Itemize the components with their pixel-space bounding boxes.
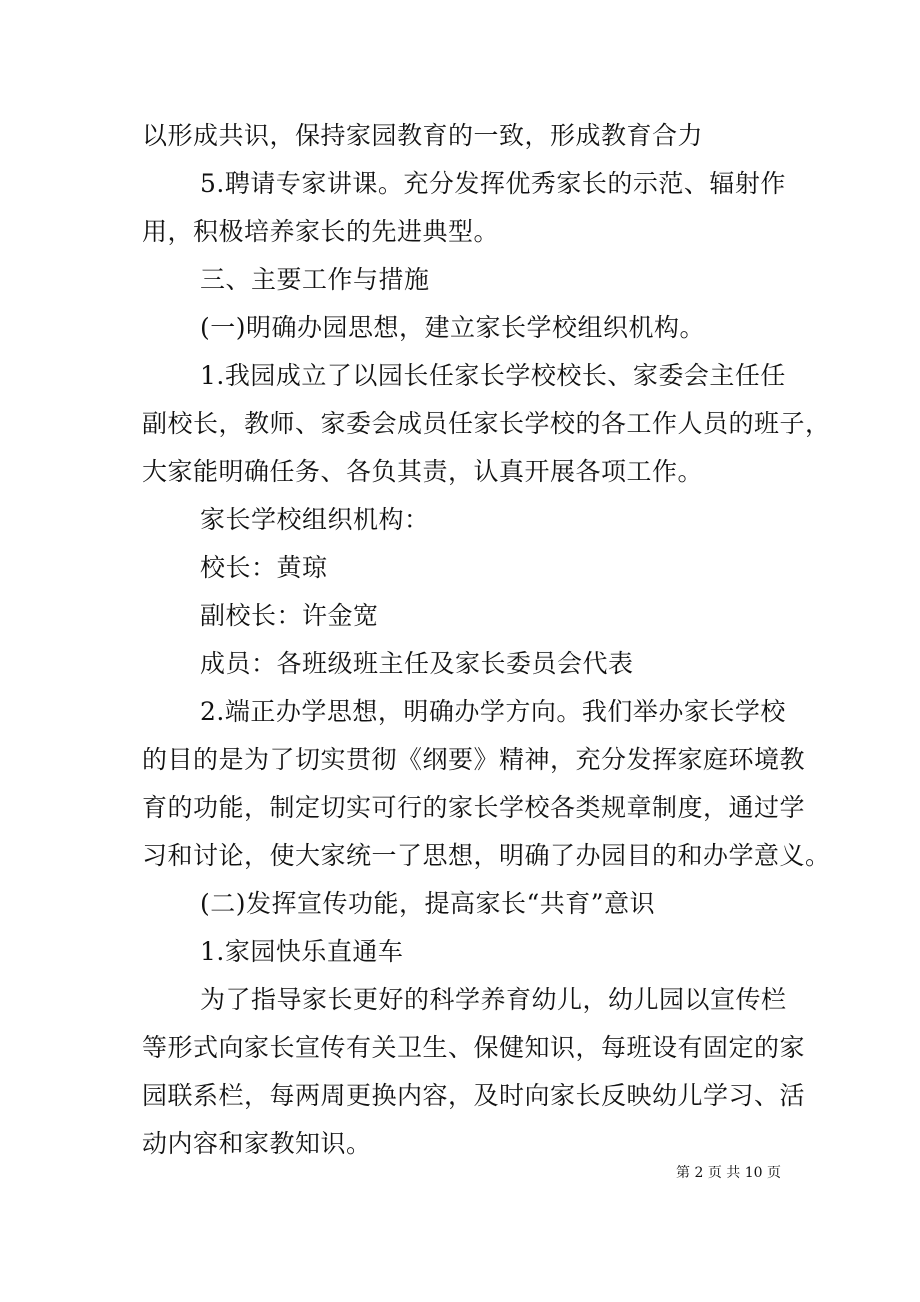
text-line: 大家能明确任务、各负其责，认真开展各项工作。 bbox=[142, 457, 704, 486]
text-line: 以形成共识，保持家园教育的一致，形成教育合力 bbox=[142, 121, 704, 150]
text-line: 用，积极培养家长的先进典型。 bbox=[142, 217, 500, 246]
text-line: 等形式向家长宣传有关卫生、保健知识，每班设有固定的家 bbox=[142, 1033, 806, 1062]
text-line: 的目的是为了切实贯彻《纲要》精神，充分发挥家庭环境教 bbox=[142, 745, 806, 774]
document-body bbox=[142, 112, 831, 1168]
text-line: 为了指导家长更好的科学养育幼儿，幼儿园以宣传栏 bbox=[200, 985, 787, 1014]
text-line: 园联系栏，每两周更换内容，及时向家长反映幼儿学习、活 bbox=[142, 1081, 806, 1110]
org-title: 家长学校组织机构： bbox=[200, 505, 430, 534]
subsection-heading: (二)发挥宣传功能，提高家长“共育”意识 bbox=[200, 889, 656, 918]
item-heading: 1.家园快乐直通车 bbox=[200, 937, 404, 966]
org-vice-principal: 副校长：许金宽 bbox=[200, 601, 379, 630]
text-line: 副校长，教师、家委会成员任家长学校的各工作人员的班子， bbox=[142, 409, 831, 438]
text-line: 育的功能，制定切实可行的家长学校各类规章制度，通过学 bbox=[142, 793, 806, 822]
section-heading: 三、主要工作与措施 bbox=[200, 265, 430, 294]
text-line: 5.聘请专家讲课。充分发挥优秀家长的示范、辐射作 bbox=[200, 169, 786, 198]
org-members: 成员：各班级班主任及家长委员会代表 bbox=[200, 649, 634, 678]
org-principal: 校长：黄琼 bbox=[200, 553, 328, 582]
text-line: 1.我园成立了以园长任家长学校校长、家委会主任任 bbox=[200, 361, 786, 390]
text-line: 动内容和家教知识。 bbox=[142, 1129, 372, 1158]
page-number: 第 2 页 共 10 页 bbox=[676, 1165, 781, 1181]
subsection-heading: (一)明确办园思想，建立家长学校组织机构。 bbox=[200, 313, 706, 342]
text-line: 习和讨论，使大家统一了思想，明确了办园目的和办学意义。 bbox=[142, 841, 831, 870]
text-line: 2.端正办学思想，明确办学方向。我们举办家长学校 bbox=[200, 697, 786, 726]
